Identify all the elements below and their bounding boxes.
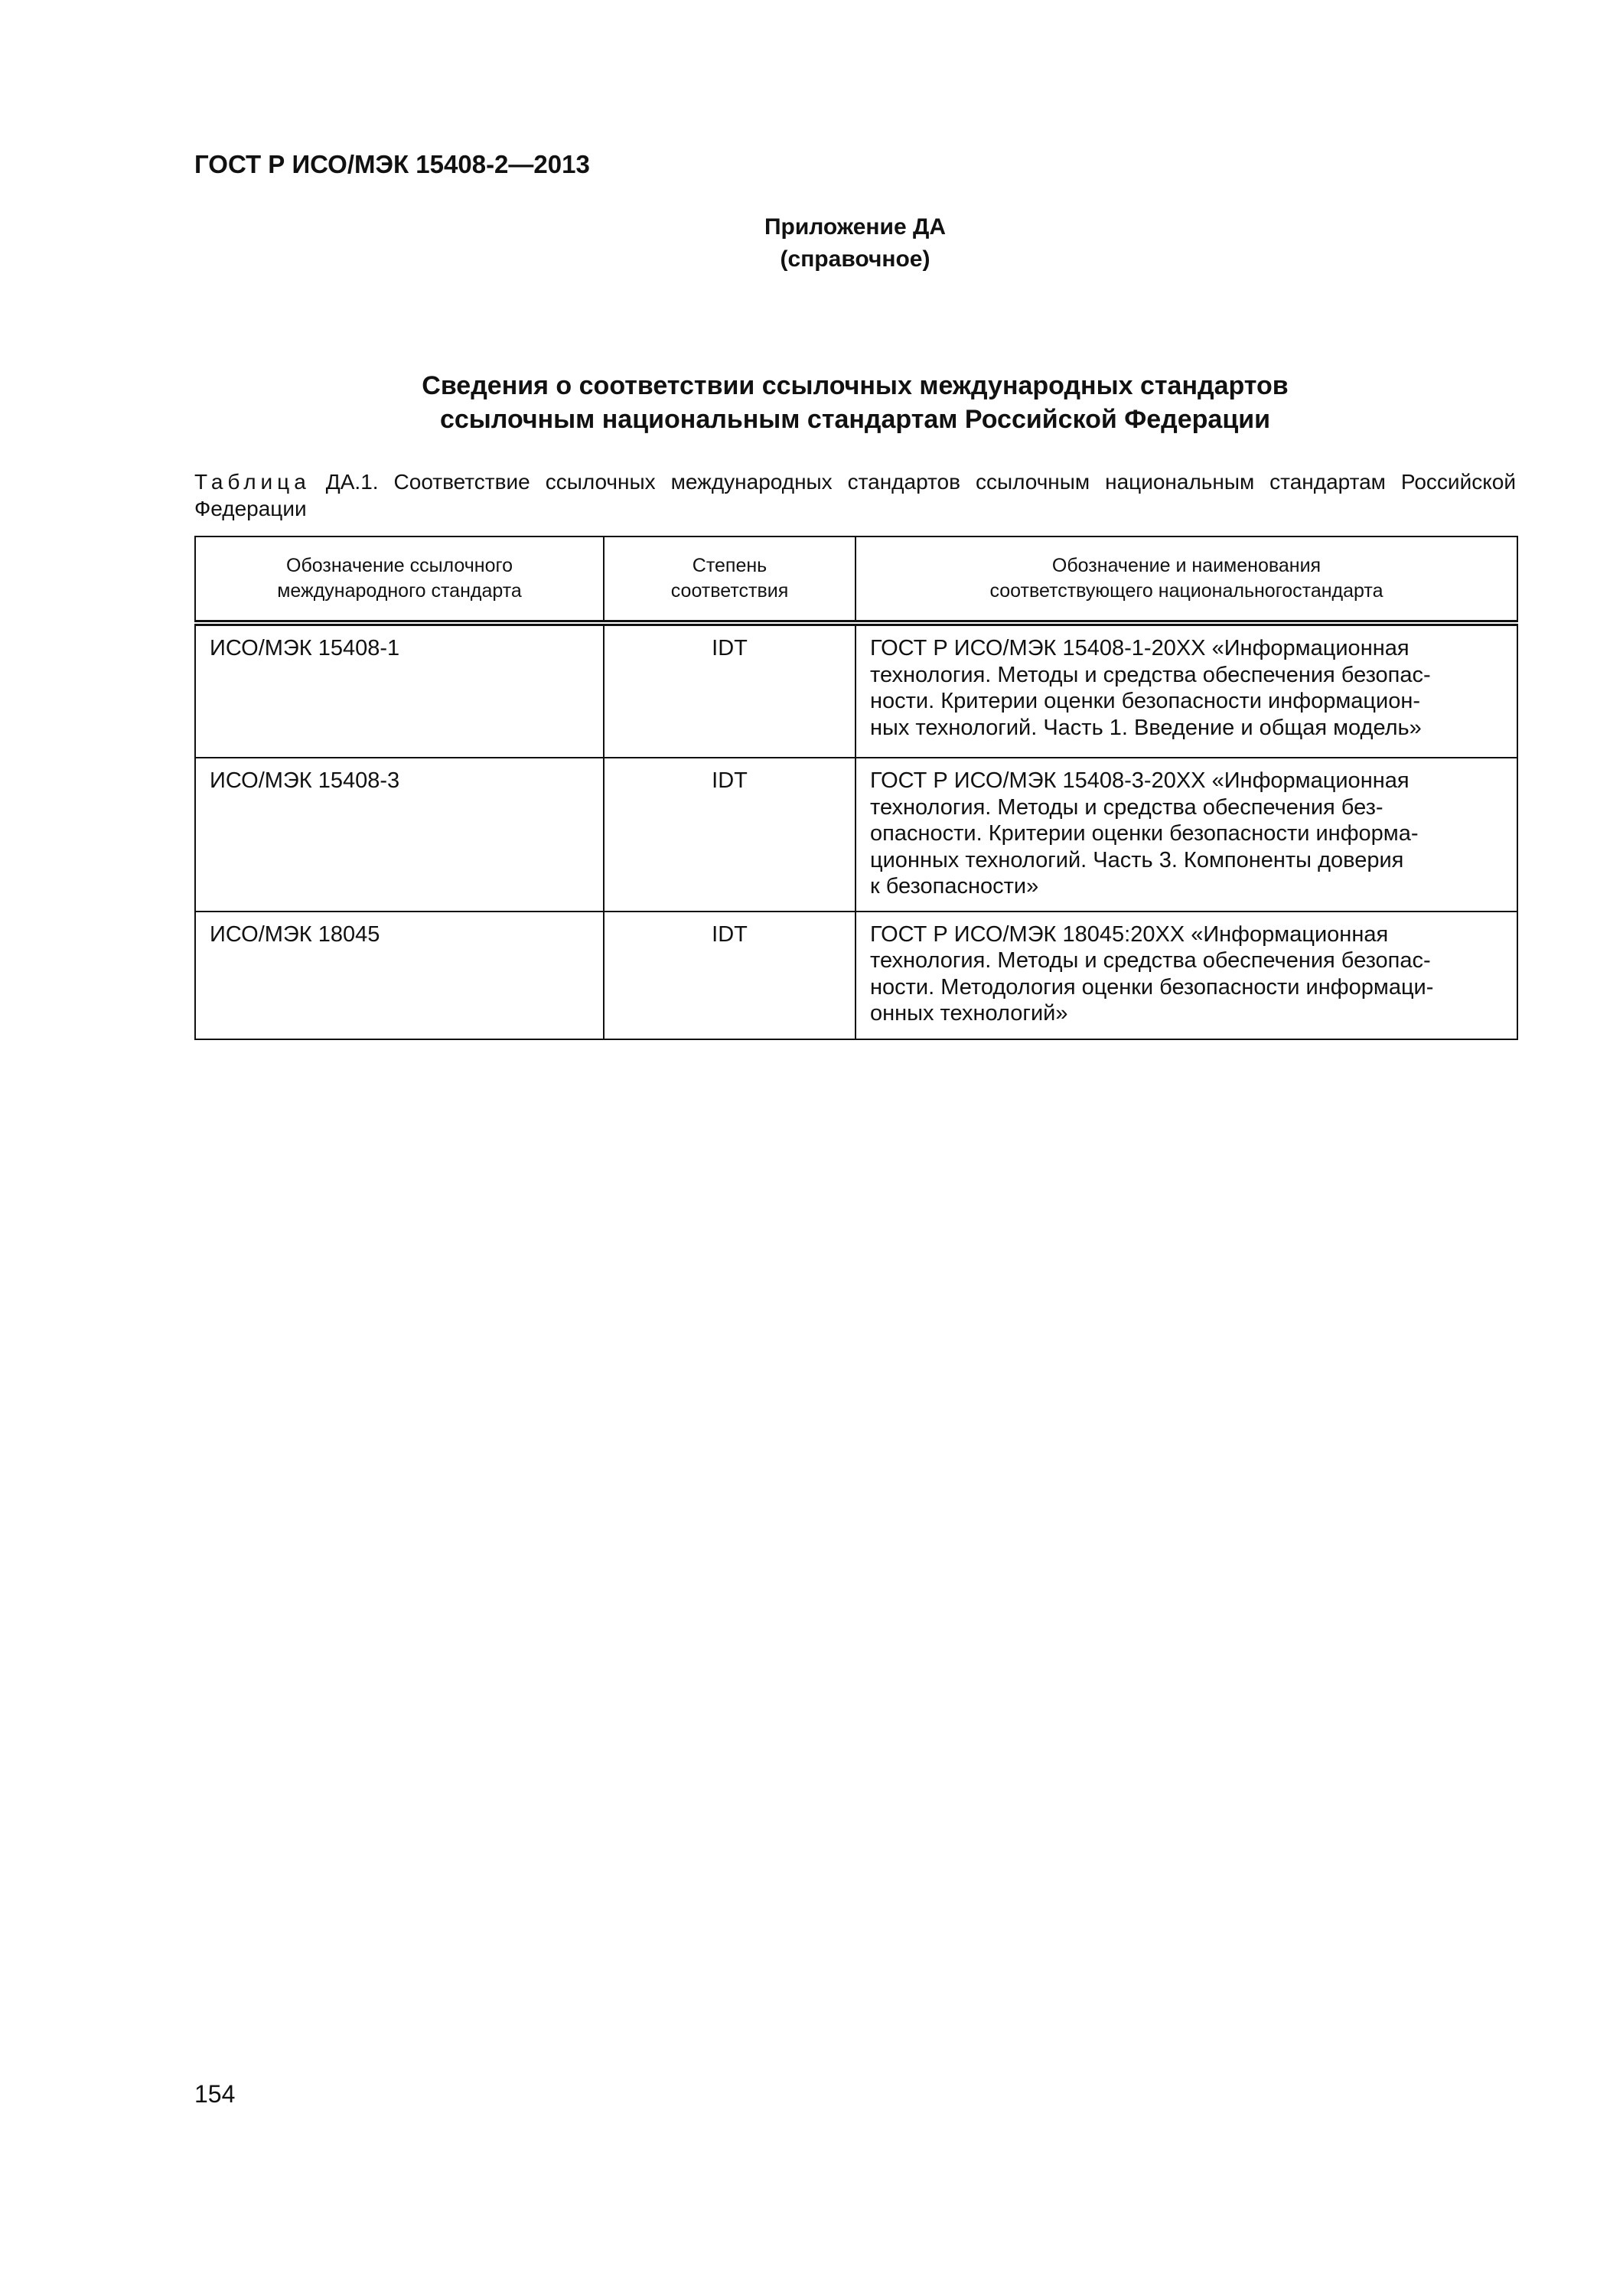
- table-caption-text: ДА.1. Соответствие ссылочных международных стандартов ссылочным национальным стандартам Российской Федерации: [194, 470, 1516, 520]
- column-header: [604, 536, 855, 623]
- national-standard-cell: [855, 912, 1517, 1039]
- column-header: [855, 536, 1517, 623]
- cell-line: технология. Методы и средства обеспечения безопас-: [870, 948, 1431, 973]
- cell-line: к безопасности»: [870, 874, 1039, 899]
- cell-line: технология. Методы и средства обеспечения безопас-: [870, 662, 1431, 687]
- cell-line: технология. Методы и средства обеспечения без-: [870, 794, 1383, 820]
- header-line: международного стандарта: [277, 580, 522, 602]
- degree-cell: IDT: [604, 758, 855, 912]
- table-caption: [194, 468, 1516, 522]
- intl-standard-cell: ИСО/МЭК 15408-3: [195, 758, 604, 912]
- table-caption-prefix: Таблица: [194, 470, 311, 494]
- degree-cell: IDT: [604, 623, 855, 758]
- annex-heading: [194, 211, 1516, 276]
- annex-title: Приложение ДА: [764, 214, 947, 240]
- table-row: [195, 758, 1517, 912]
- cell-line: опасности. Критерии оценки безопасности информа-: [870, 821, 1419, 846]
- cell-line: онных технологий»: [870, 1001, 1068, 1026]
- cell-line: ных технологий. Часть 1. Введение и общая модель»: [870, 715, 1422, 740]
- table-header-row: [195, 536, 1517, 623]
- degree-cell: IDT: [604, 912, 855, 1039]
- page-number: 154: [194, 2080, 236, 2108]
- cell-line: ГОСТ Р ИСО/МЭК 18045:20ХХ «Информационная: [870, 921, 1389, 947]
- national-standard-cell: [855, 623, 1517, 758]
- cell-line: ности. Методология оценки безопасности информаци-: [870, 974, 1434, 1000]
- section-title: [194, 369, 1516, 436]
- table-row: [195, 912, 1517, 1039]
- table-row: [195, 623, 1517, 758]
- header-line: Обозначение ссылочного: [286, 555, 513, 576]
- cell-line: ционных технологий. Часть 3. Компоненты доверия: [870, 847, 1404, 872]
- intl-standard-cell: ИСО/МЭК 18045: [195, 912, 604, 1039]
- cell-line: ГОСТ Р ИСО/МЭК 15408-3-20ХХ «Информационная: [870, 768, 1410, 793]
- national-standard-cell: [855, 758, 1517, 912]
- header-line: Обозначение и наименования: [1051, 555, 1322, 576]
- cell-line: ГОСТ Р ИСО/МЭК 15408-1-20ХХ «Информационная: [870, 636, 1410, 660]
- intl-standard-cell: ИСО/МЭК 15408-1: [195, 623, 604, 758]
- section-title-line: ссылочным национальным стандартам Российской Федерации: [439, 405, 1271, 434]
- header-line: соответствующего национальногостандарта: [989, 580, 1383, 602]
- standards-table: [194, 536, 1518, 1040]
- section-title-line: Сведения о соответствии ссылочных международных стандартов: [422, 371, 1289, 400]
- column-header: [195, 536, 604, 623]
- document-header: ГОСТ Р ИСО/МЭК 15408-2—2013: [194, 150, 590, 178]
- cell-line: ности. Критерии оценки безопасности информацион-: [870, 689, 1421, 713]
- header-line: Степень: [692, 555, 768, 576]
- header-line: соответствия: [670, 580, 789, 602]
- annex-subtitle: (справочное): [780, 246, 930, 272]
